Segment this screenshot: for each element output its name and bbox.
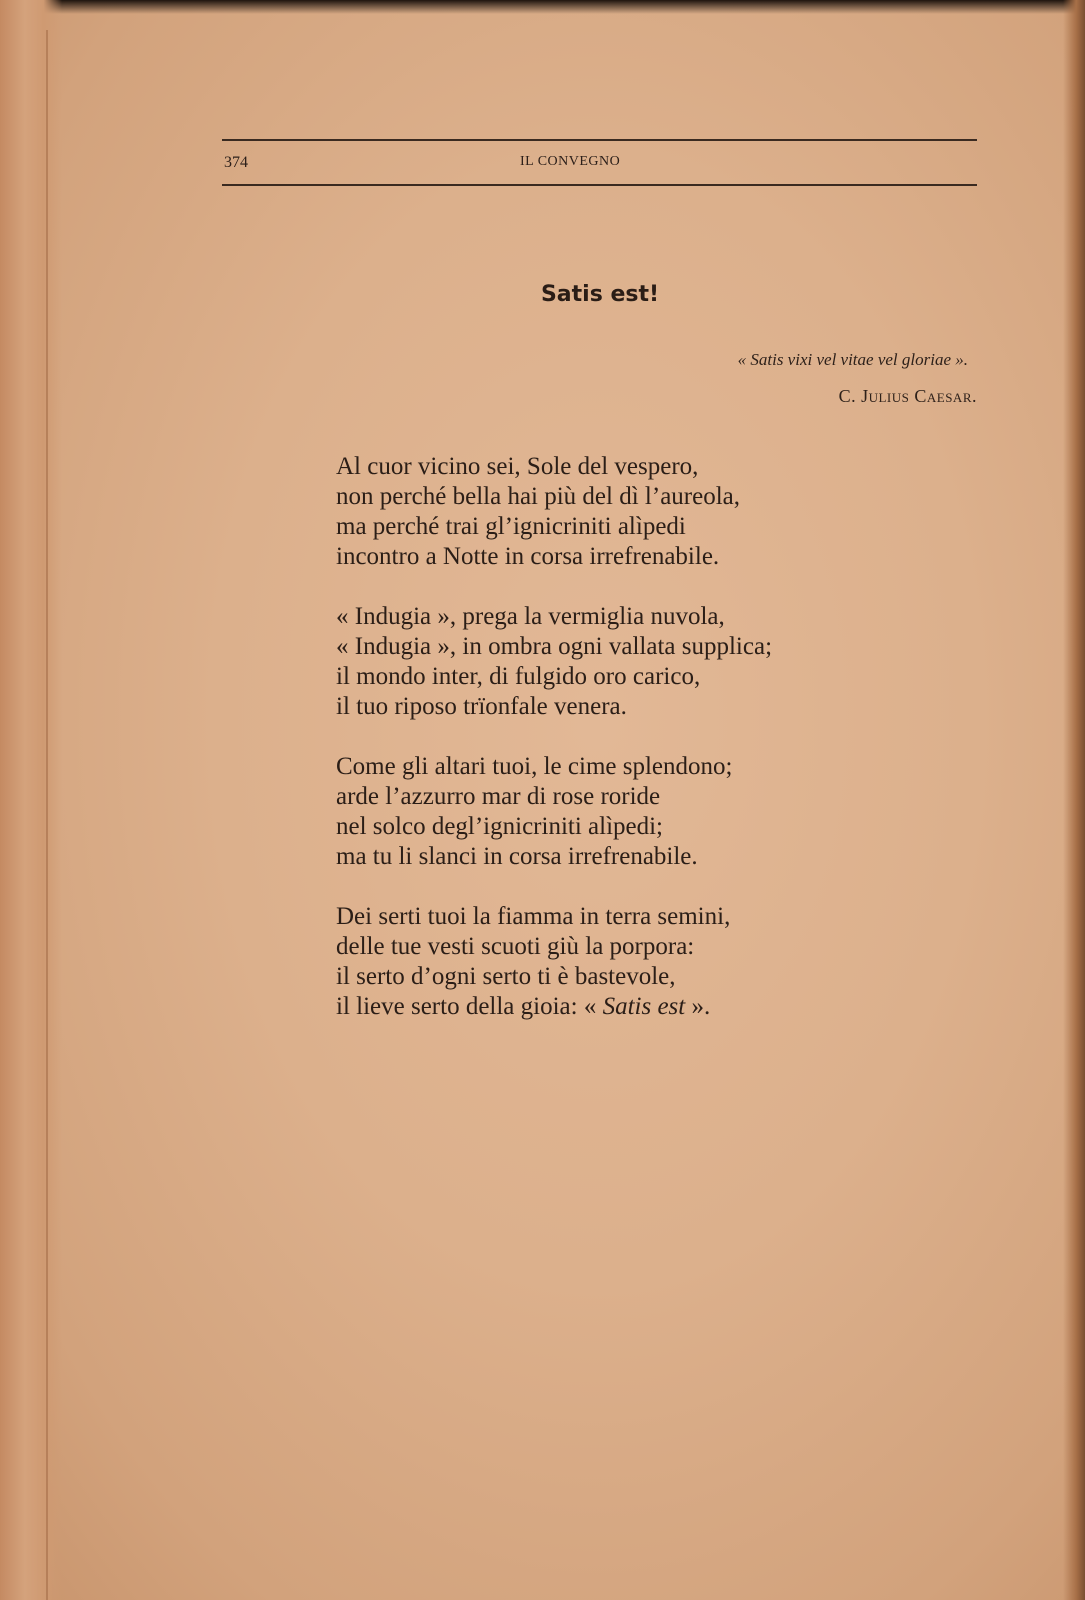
poem-title: Satis est! bbox=[540, 282, 660, 307]
quote-italic: Satis est bbox=[602, 993, 686, 1020]
page-right-edge bbox=[1063, 0, 1085, 1600]
verse-line: Al cuor vicino sei, Sole del vespero, bbox=[336, 453, 699, 480]
verse-line: incontro a Notte in corsa irrefrenabile. bbox=[336, 543, 720, 570]
header-rule-bottom bbox=[222, 184, 977, 186]
verse-line: ma tu li slanci in corsa irrefrenabile. bbox=[336, 843, 698, 870]
verse-line: Come gli altari tuoi, le cime splendono; bbox=[336, 753, 733, 780]
verse-line: « Indugia », in ombra ogni vallata supplica; bbox=[336, 633, 773, 660]
verse-line: non perché bella hai più del dì l’aureola, bbox=[336, 483, 741, 510]
verse-line: delle tue vesti scuoti giù la porpora: bbox=[336, 933, 695, 960]
stanza-4 bbox=[336, 902, 956, 1022]
header-rule-top bbox=[222, 139, 977, 141]
stanza-3 bbox=[336, 752, 956, 872]
verse-line: il tuo riposo trïonfale venera. bbox=[336, 693, 627, 720]
verse-line: ma perché trai gl’ignicriniti alìpedi bbox=[336, 513, 686, 540]
binding-line bbox=[46, 30, 48, 1600]
verse-line: « Indugia », prega la vermiglia nuvola, bbox=[336, 603, 725, 630]
running-head: IL CONVEGNO bbox=[520, 154, 621, 169]
quote-open: « bbox=[577, 993, 603, 1020]
verse-line-text: il lieve serto della gioia: bbox=[336, 993, 578, 1020]
epigraph: « Satis vixi vel vitae vel gloriae ». bbox=[737, 350, 968, 369]
stanza-2 bbox=[336, 602, 956, 722]
verse-line: nel solco degl’ignicriniti alìpedi; bbox=[336, 813, 664, 840]
verse-line: il mondo inter, di fulgido oro carico, bbox=[336, 663, 701, 690]
verse-line-final bbox=[336, 992, 956, 1022]
verse-line: Dei serti tuoi la fiamma in terra semini, bbox=[336, 903, 731, 930]
page-number: 374 bbox=[224, 154, 248, 171]
verse-line: arde l’azzurro mar di rose roride bbox=[336, 783, 661, 810]
top-shadow bbox=[0, 0, 1085, 14]
epigraph-attribution: C. Julius Caesar. bbox=[838, 386, 977, 406]
page-left-edge bbox=[0, 0, 62, 1600]
quote-close: ». bbox=[685, 993, 711, 1020]
poem-body bbox=[336, 452, 956, 1052]
verse-line: il serto d’ogni serto ti è bastevole, bbox=[336, 963, 676, 990]
stanza-1 bbox=[336, 452, 956, 572]
